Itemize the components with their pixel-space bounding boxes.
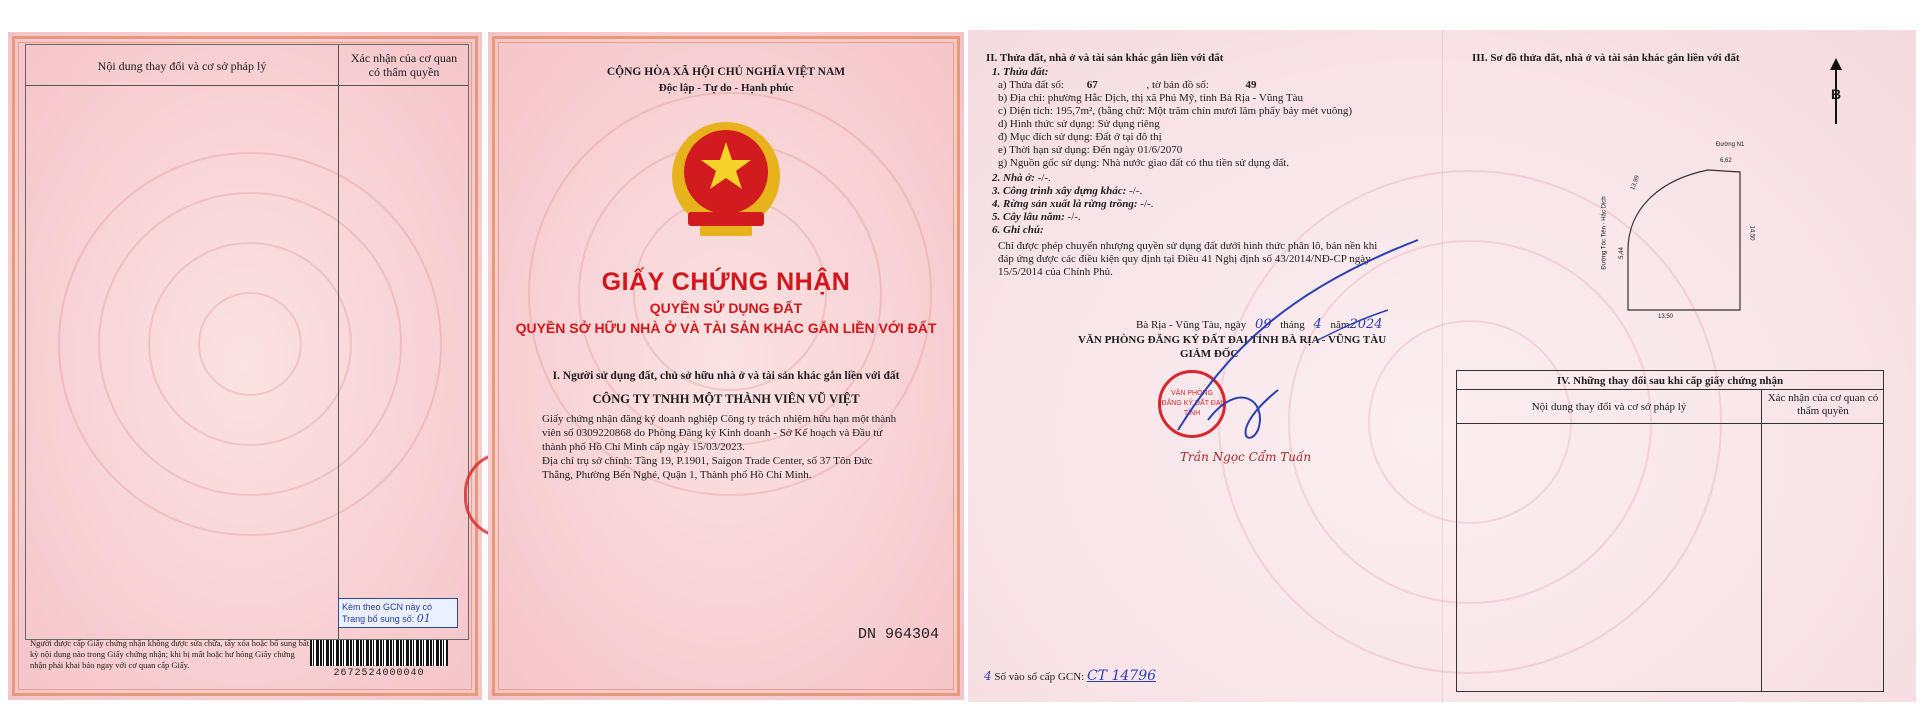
parcel-number: 67 [1086, 79, 1098, 91]
iv-col-right-header: Xác nhận của cơ quan có thẩm quyền [1767, 392, 1879, 417]
dim-arc: 13,99 [1630, 174, 1641, 192]
parcel-line: g) Nguồn gốc sử dụng: Nhà nước giao đất có thu tiền sử dụng đất. [998, 157, 1290, 169]
notes-text: Chỉ được phép chuyển nhượng quyền sử dụng đất dưới hình thức phân lô, bán nền khi đáp ứng được các điều kiện quy định tại Điều 41 Nghị định số 43/2014/NĐ-CP ngày 15/5/2014 của Chính Phủ. [998, 240, 1378, 278]
other-items [992, 172, 1153, 237]
parcel-line: d) Hình thức sử dụng: Sử dụng riêng [998, 118, 1160, 130]
attachment-line2: Trang bổ sung số: [342, 614, 415, 624]
item-notes: 6. Ghi chú: [992, 224, 1044, 236]
national-emblem-icon [666, 120, 786, 244]
serial-number: DN 964304 [858, 626, 940, 643]
issue-date: Bà Rịa - Vũng Tàu, ngày 09 tháng 4 năm2024 [1136, 317, 1383, 332]
official-stamp-icon: VĂN PHÒNG ĐĂNG KÝ ĐẤT ĐAI TỈNH [1158, 370, 1226, 438]
parcel-line: b) Địa chỉ: phường Hắc Dịch, thị xã Phú Mỹ, tỉnh Bà Rịa - Vũng Tàu [998, 92, 1303, 104]
owner-line: Địa chỉ trụ sở chính: Tầng 19, P.1901, Saigon Trade Center, số 37 Tôn Đức [542, 455, 873, 467]
north-label: B [1831, 86, 1842, 102]
owner-line: Thắng, Phường Bến Nghé, Quận 1, Thành phố Hồ Chí Minh. [542, 469, 812, 481]
signature-icon [1168, 230, 1428, 460]
item-forest: 4. Rừng sản xuất là rừng trồng: -/-. [992, 198, 1154, 210]
owner-name: CÔNG TY TNHH MỘT THÀNH VIÊN VŨ VIỆT [592, 392, 860, 406]
cover-page [488, 32, 964, 700]
item-perennial: 5. Cây lâu năm: -/-. [992, 211, 1081, 223]
attachment-number: 01 [416, 612, 431, 625]
nation-title: CỘNG HÒA XÃ HỘI CHỦ NGHĨA VIỆT NAM [606, 66, 846, 78]
changes-table [25, 44, 469, 640]
owner-details [542, 412, 942, 482]
road-side-label: Đường Tóc Tiên - Hắc Dịch [1601, 196, 1608, 270]
signer-name: Trần Ngọc Cẩm Tuấn [1180, 450, 1312, 464]
changes-col-right-header: Xác nhận của cơ quan có thẩm quyền [350, 51, 458, 79]
map-sheet-number: 49 [1245, 79, 1257, 91]
item-house: 2. Nhà ở: -/-. [992, 172, 1051, 184]
attachment-box [338, 598, 458, 628]
section1-title: I. Người sử dụng đất, chủ sở hữu nhà ở và tài sản khác gắn liền với đất [552, 370, 900, 382]
parcel-heading: 1. Thửa đất: [992, 66, 1049, 78]
cert-title: GIẤY CHỨNG NHẬN [601, 268, 851, 296]
section2-title: II. Thửa đất, nhà ở và tài sản khác gắn liền với đất [986, 52, 1224, 64]
parcel-line-a: a) Thửa đất số: 67 , tờ bản đồ số: 49 [998, 79, 1257, 91]
section4-title: IV. Những thay đổi sau khi cấp giấy chứng nhận [1556, 375, 1784, 387]
iv-col-left-header: Nội dung thay đổi và cơ sở pháp lý [1531, 401, 1687, 413]
parcel-line: e) Thời hạn sử dụng: Đến ngày 01/6/2070 [998, 144, 1183, 156]
section3-title: III. Sơ đồ thửa đất, nhà ở và tài sản khác gắn liền với đất [1472, 52, 1740, 64]
changes-col-left-header: Nội dung thay đổi và cơ sở pháp lý [97, 59, 267, 73]
parcel-diagram [1568, 140, 1768, 320]
cert-subtitle-2: QUYỀN SỞ HỮU NHÀ Ở VÀ TÀI SẢN KHÁC GẮN LIỀN VỚI ĐẤT [515, 320, 937, 336]
barcode-icon [310, 640, 448, 666]
changes-table-iv [1456, 370, 1884, 692]
parcel-line: đ) Mục đích sử dụng: Đất ở tại đô thị [998, 131, 1162, 143]
dim-top: 6,62 [1720, 158, 1732, 164]
office-name: VĂN PHÒNG ĐĂNG KÝ ĐẤT ĐAI TỈNH BÀ RỊA - VŨNG TÀU [1078, 334, 1387, 346]
attachment-line1: Kèm theo GCN này có [342, 602, 433, 612]
registration-number: 4 Số vào sổ cấp GCN: CT 14796 [984, 668, 1157, 684]
owner-line: Giấy chứng nhận đăng ký doanh nghiệp Công ty trách nhiệm hữu hạn một thành [542, 413, 897, 425]
left-page [8, 32, 482, 700]
parcel-details [998, 92, 1352, 170]
right-spread [968, 30, 1916, 702]
dim-left: 5,44 [1618, 247, 1625, 259]
barcode-number: 2672524000040 [333, 668, 425, 679]
owner-line: thành phố Hồ Chí Minh cấp ngày 15/03/2023. [542, 441, 745, 453]
registration-value: CT 14796 [1086, 668, 1157, 684]
dim-right: 14,50 [1748, 225, 1755, 241]
road-n1-label: Đường N1 [1716, 142, 1745, 148]
parcel-line: c) Diện tích: 195,7m², (bằng chữ: Một trăm chín mươi lăm phẩy bảy mét vuông) [998, 105, 1353, 117]
director-title: GIÁM ĐỐC [1180, 348, 1239, 360]
footer-note: Người được cấp Giấy chứng nhận không được sửa chữa, tẩy xóa hoặc bổ sung bất kỳ nội dung nào trong Giấy chứng nhận; khi bị mất hoặc hư hỏng Giấy chứng nhận phải khai báo ngay với cơ quan cấp Giấy. [30, 638, 310, 670]
item-construction: 3. Công trình xây dựng khác: -/-. [992, 185, 1143, 197]
motto: Độc lập - Tự do - Hạnh phúc [658, 82, 794, 94]
dim-bottom: 13,50 [1658, 314, 1674, 320]
owner-line: viên số 0309220868 do Phòng Đăng ký Kinh doanh - Sở Kế hoạch và Đầu tư [542, 427, 883, 439]
cert-subtitle-1: QUYỀN SỬ DỤNG ĐẤT [649, 300, 803, 316]
